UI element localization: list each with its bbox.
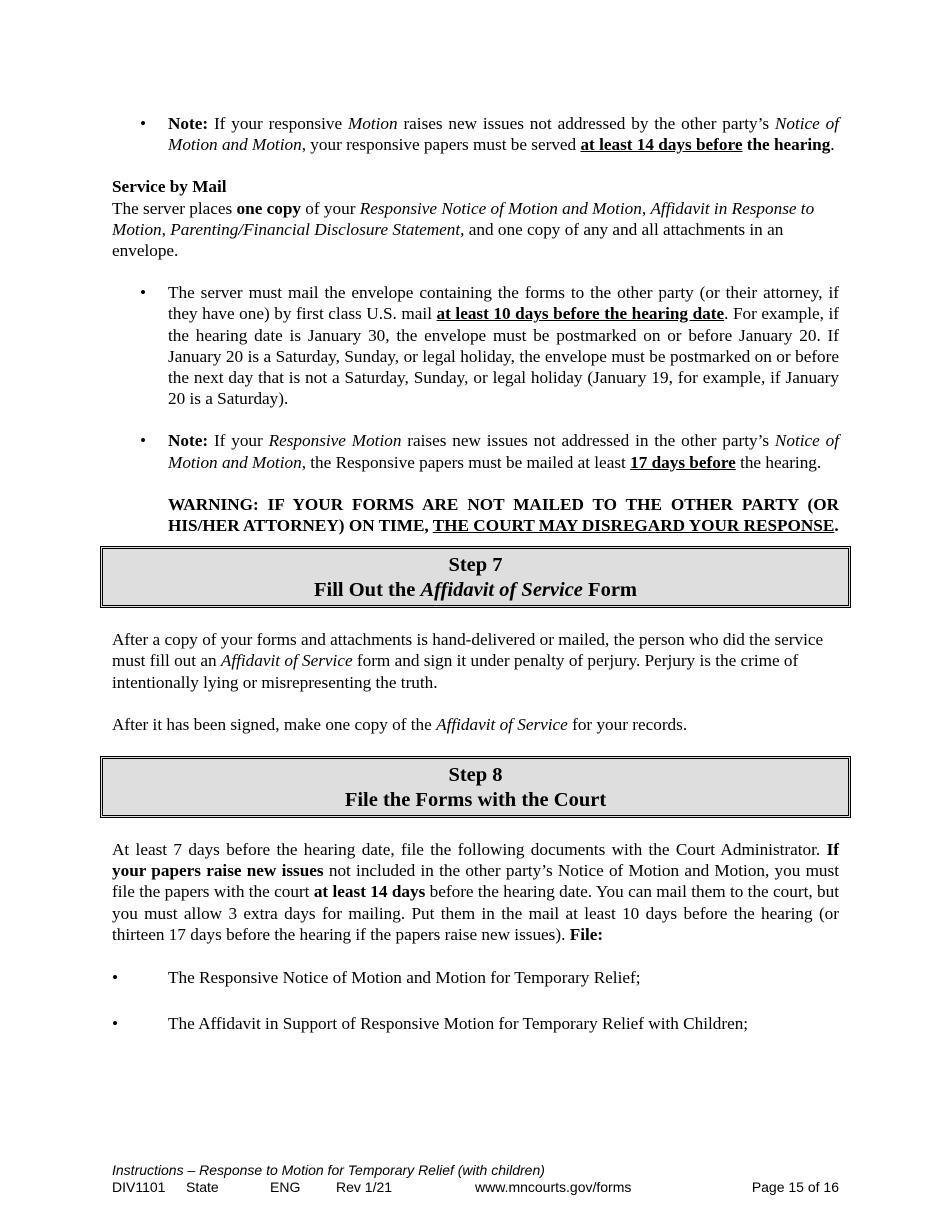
footer-url[interactable]: www.mncourts.gov/forms xyxy=(475,1179,632,1195)
warning-paragraph: WARNING: IF YOUR FORMS ARE NOT MAILED TO THE OTHER PARTY (OR HIS/HER ATTORNEY) ON TIME, THE COURT MAY DISREGARD YOUR RESPONSE. xyxy=(168,494,839,536)
step-8-paragraph: At least 7 days before the hearing date, file the following documents with the Court Administrator. If your papers raise new issues not included in the other party’s Notice of Motion and Motion, you must file the papers with the court at least 14 days before the hearing date. You can mail them to the court, but you must allow 3 extra days for mailing. Put them in the mail at least 10 days before the hearing (or thirteen 17 days before the hearing if the papers raise new issues). File: xyxy=(112,840,839,944)
step-7-paragraph-1: After a copy of your forms and attachments is hand-delivered or mailed, the person who did the service must fill out an Affidavit of Service form and sign it under penalty of perjury. Perjury is the crime of intentionally lying or misrepresenting the truth. xyxy=(112,630,824,692)
footer-info-row xyxy=(112,1179,839,1197)
step-7-number: Step 7 xyxy=(448,554,503,577)
page-footer xyxy=(112,1162,839,1197)
note-responsive-motion: • Note: If your responsive Motion raises new issues not addressed by the other party’s Notice of Motion and Motion, your responsive papers must be served at least 14 days before the hearing. xyxy=(112,113,839,155)
mail-rules-list xyxy=(112,282,839,473)
mail-note-item: • Note: If your Responsive Motion raises new issues not addressed in the other party’s Notice of Motion and Motion, the Responsive papers must be mailed at least 17 days before the hearing. xyxy=(112,430,839,472)
footer-title: Instructions – Response to Motion for Temporary Relief (with children) xyxy=(112,1162,545,1178)
step-8-number: Step 8 xyxy=(448,764,503,787)
footer-revision: Rev 1/21 xyxy=(336,1179,393,1195)
footer-jurisdiction: State xyxy=(186,1179,219,1195)
step-8-header xyxy=(100,756,851,818)
footer-language: ENG xyxy=(270,1179,301,1195)
note-list xyxy=(112,113,839,155)
step-7-paragraph-2: After it has been signed, make one copy of the Affidavit of Service for your records. xyxy=(112,714,688,734)
step-7-title: Fill Out the Affidavit of Service Form xyxy=(313,579,637,602)
file-documents-list xyxy=(112,967,839,1034)
step-8-title: File the Forms with the Court xyxy=(344,789,607,812)
service-by-mail-heading: Service by Mail xyxy=(112,177,227,197)
file-list-item: • The Affidavit in Support of Responsive Motion for Temporary Relief with Children; xyxy=(112,1013,839,1034)
file-list-item: • The Responsive Notice of Motion and Motion for Temporary Relief; xyxy=(112,967,839,988)
mail-deadline-item: • The server must mail the envelope containing the forms to the other party (or their attorney, if they have one) by first class U.S. mail at least 10 days before the hearing date. For example, if the hearing date is January 30, the envelope must be postmarked on or before January 20. If January 20 is a Saturday, Sunday, or legal holiday, the envelope must be postmarked on or before the next day that is not a Saturday, Sunday, or legal holiday (January 19, for example, if January 20 is a Saturday). xyxy=(112,282,839,409)
document-page xyxy=(112,113,839,1034)
footer-page-number: Page 15 of 16 xyxy=(751,1179,839,1195)
step-7-header xyxy=(100,546,851,608)
service-by-mail-intro: The server places one copy of your Responsive Notice of Motion and Motion, Affidavit in Response to Motion, Parenting/Financial Disclosure Statement, and one copy of any and all attachments in an envelope. xyxy=(112,198,815,261)
footer-form-id: DIV1101 xyxy=(112,1179,166,1195)
